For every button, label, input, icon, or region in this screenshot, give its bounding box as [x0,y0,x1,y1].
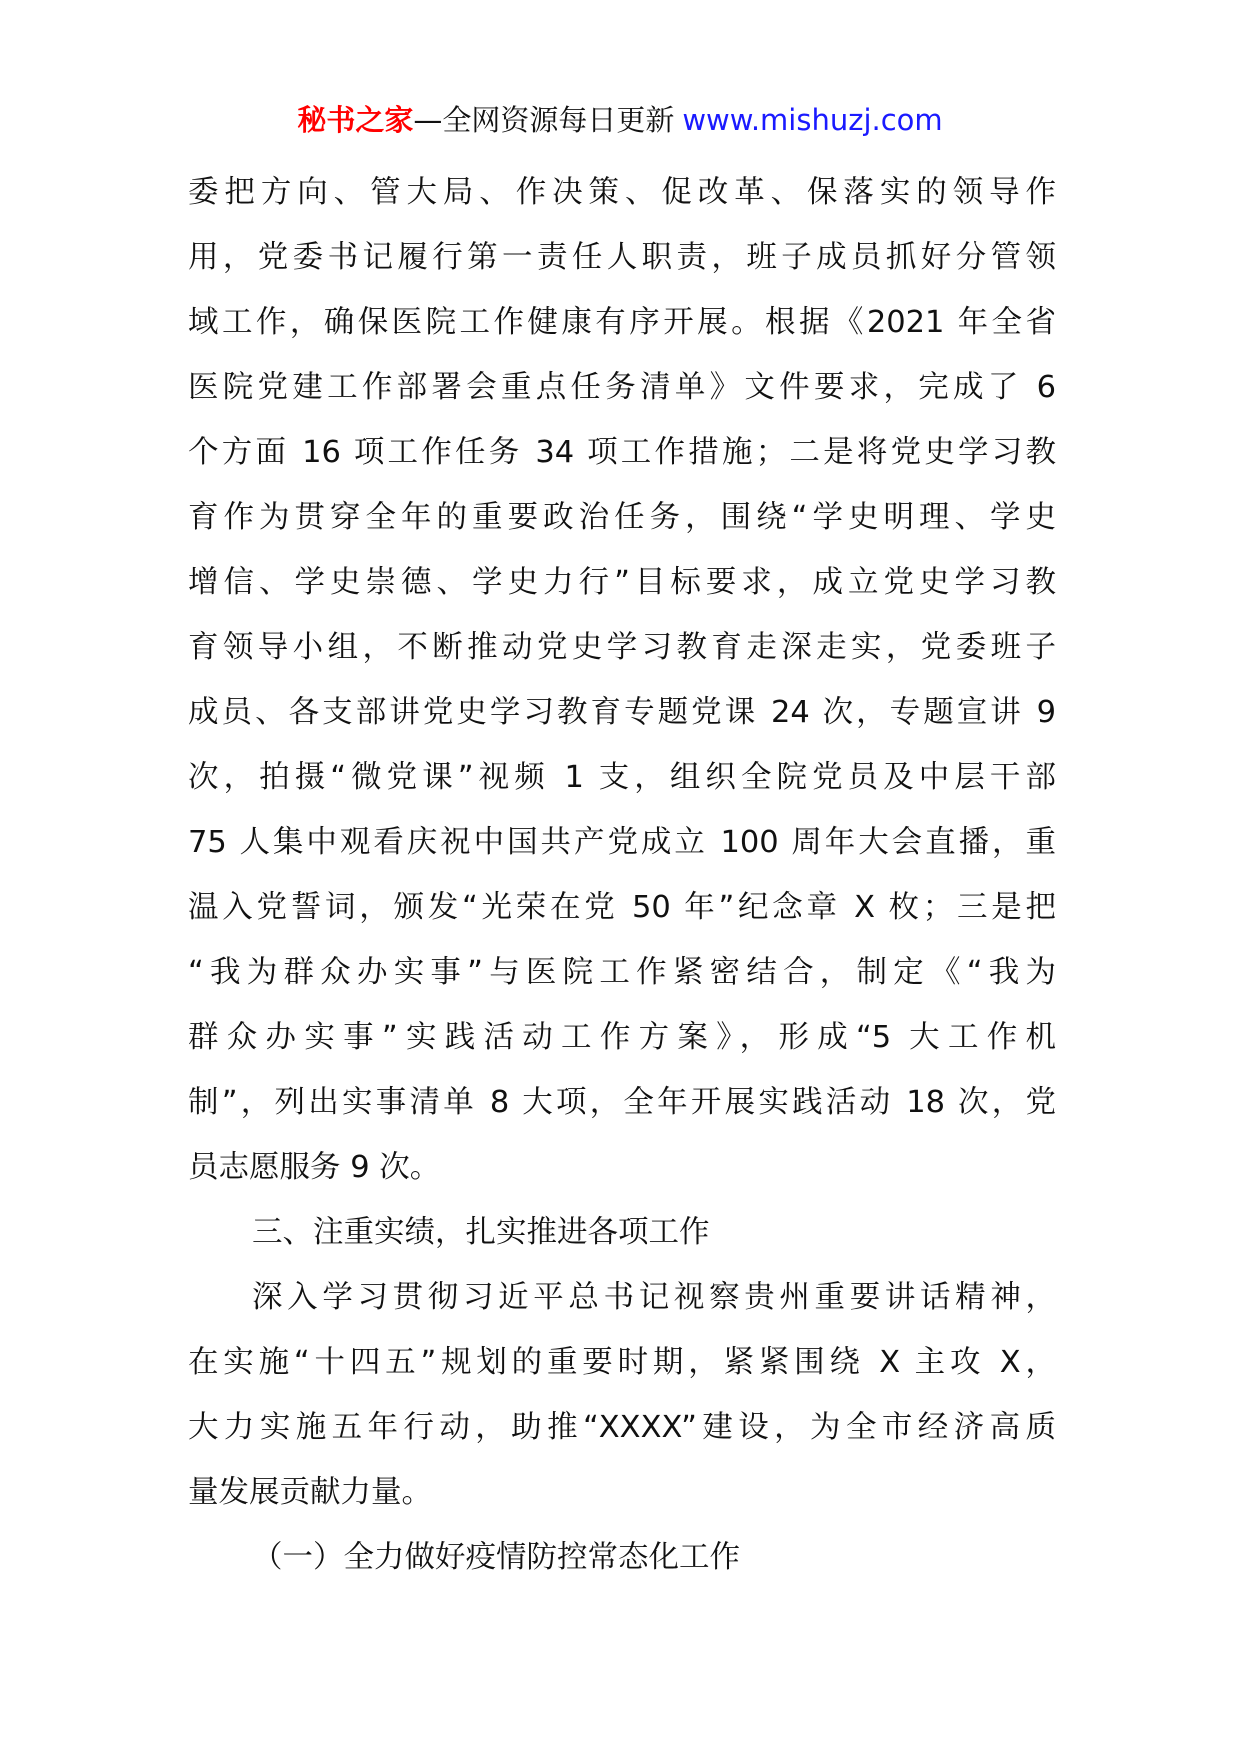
body-line: 育领导小组，不断推动党史学习教育走深走实，党委班子 [188,630,1056,665]
body-line: 员志愿服务 9 次。 [188,1150,441,1185]
body-line: 用，党委书记履行第一责任人职责，班子成员抓好分管领 [188,240,1056,275]
body-line: 群众办实事”实践活动工作方案》，形成“5 大工作机 [188,1020,1056,1055]
body-line: 75 人集中观看庆祝中国共产党成立 100 周年大会直播，重 [188,825,1056,860]
body-line: 成员、各支部讲党史学习教育专题党课 24 次，专题宣讲 9 [188,695,1056,730]
subsection-heading: （一）全力做好疫情防控常态化工作 [252,1540,740,1575]
body-line: 个方面 16 项工作任务 34 项工作措施；二是将党史学习教 [188,435,1056,470]
body-line: 在实施“十四五”规划的重要时期，紧紧围绕 X 主攻 X， [188,1345,1056,1380]
body-line: 育作为贯穿全年的重要政治任务，围绕“学史明理、学史 [188,500,1056,535]
body-line: 制”，列出实事清单 8 大项，全年开展实践活动 18 次，党 [188,1085,1056,1120]
body-line: 医院党建工作部署会重点任务清单》文件要求，完成了 6 [188,370,1056,405]
body-line: “我为群众办实事”与医院工作紧密结合，制定《“我为 [188,955,1056,990]
body-line: 温入党誓词，颁发“光荣在党 50 年”纪念章 X 枚；三是把 [188,890,1056,925]
site-header [0,100,1240,140]
section-heading: 三、注重实绩，扎实推进各项工作 [252,1215,710,1250]
body-line: 域工作，确保医院工作健康有序开展。根据《2021 年全省 [188,305,1056,340]
body-line: 增信、学史崇德、学史力行”目标要求，成立党史学习教 [188,565,1056,600]
body-line: 量发展贡献力量。 [188,1475,432,1510]
site-url-link[interactable]: www.mishuzj.com [682,103,943,137]
body-line: 大力实施五年行动，助推“XXXX”建设，为全市经济高质 [188,1410,1056,1445]
body-line: 次，拍摄“微党课”视频 1 支，组织全院党员及中层干部 [188,760,1056,795]
document-body [188,160,1056,1590]
site-tagline: —全网资源每日更新 [413,103,675,137]
paragraph-first-line: 深入学习贯彻习近平总书记视察贵州重要讲话精神， [252,1280,1056,1315]
site-brand: 秘书之家 [297,103,414,137]
body-line: 委把方向、管大局、作决策、促改革、保落实的领导作 [188,175,1056,210]
